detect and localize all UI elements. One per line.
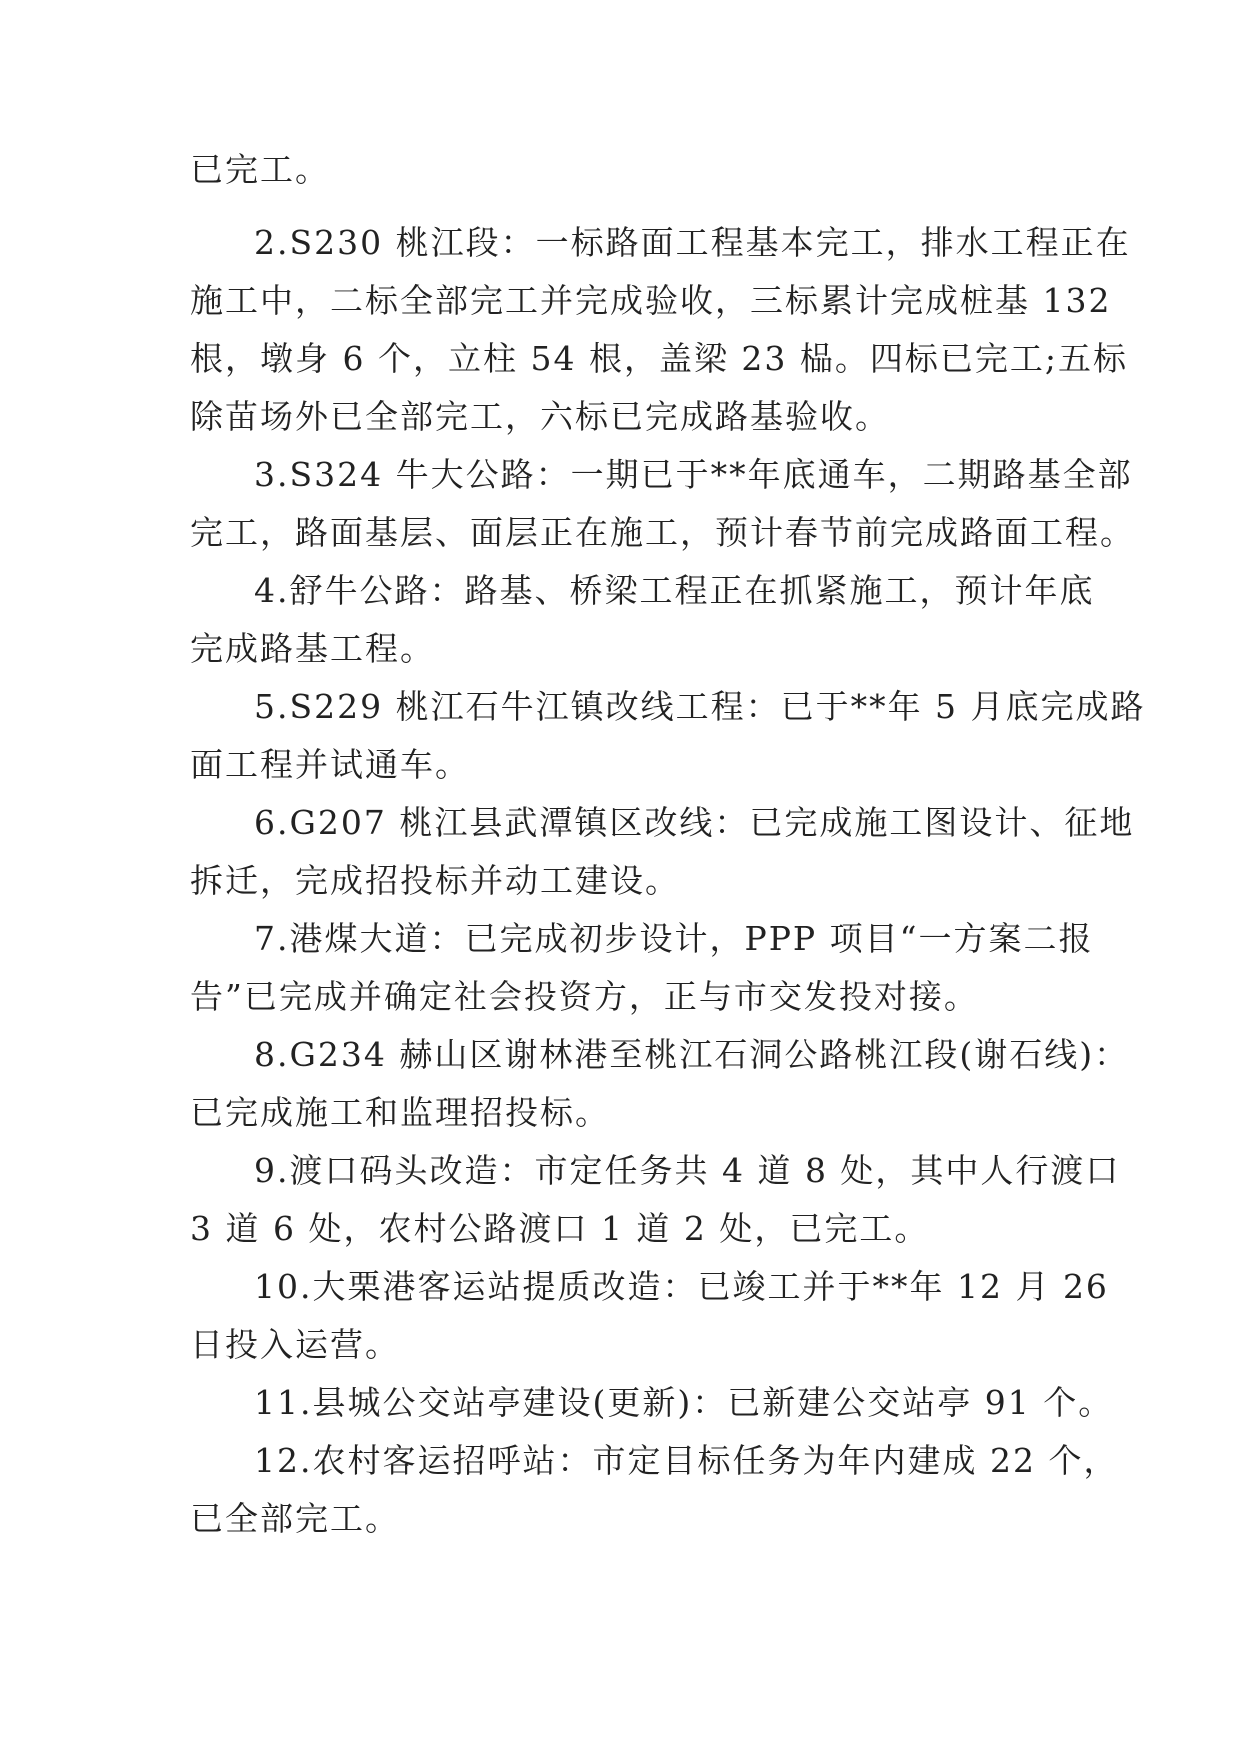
text-line: 拆迁，完成招投标并动工建设。 — [190, 861, 680, 900]
text-line: 3.S324 牛大公路：一期已于**年底通车，二期路基全部 — [254, 455, 1133, 494]
text-line: 面工程并试通车。 — [190, 745, 470, 784]
text-line: 9.渡口码头改造：市定任务共 4 道 8 处，其中人行渡口 — [254, 1151, 1121, 1190]
text-line: 根，墩身 6 个，立柱 54 根，盖梁 23 榀。四标已完工;五标 — [190, 339, 1129, 378]
text-line: 12.农村客运招呼站：市定目标任务为年内建成 22 个， — [254, 1441, 1119, 1480]
text-line: 已全部完工。 — [190, 1499, 400, 1538]
text-line: 6.G207 桃江县武潭镇区改线：已完成施工图设计、征地 — [254, 803, 1135, 842]
text-line: 11.县城公交站亭建设(更新)：已新建公交站亭 91 个。 — [254, 1383, 1114, 1422]
text-line: 完成路基工程。 — [190, 629, 435, 668]
text-line: 除苗场外已全部完工，六标已完成路基验收。 — [190, 397, 890, 436]
text-line: 日投入运营。 — [190, 1325, 400, 1364]
text-line: 5.S229 桃江石牛江镇改线工程：已于**年 5 月底完成路 — [254, 687, 1146, 726]
text-line: 3 道 6 处，农村公路渡口 1 道 2 处，已完工。 — [190, 1209, 930, 1248]
text-line: 10.大栗港客运站提质改造：已竣工并于**年 12 月 26 — [254, 1267, 1109, 1306]
text-line: 已完成施工和监理招投标。 — [190, 1093, 610, 1132]
text-line: 2.S230 桃江段：一标路面工程基本完工，排水工程正在 — [254, 223, 1131, 262]
text-line: 告”已完成并确定社会投资方，正与市交发投对接。 — [190, 977, 979, 1016]
text-line: 4.舒牛公路：路基、桥梁工程正在抓紧施工，预计年底 — [254, 571, 1095, 610]
text-line: 施工中，二标全部完工并完成验收，三标累计完成桩基 132 — [190, 281, 1112, 320]
text-line: 已完工。 — [190, 150, 330, 189]
text-line: 7.港煤大道：已完成初步设计，PPP 项目“一方案二报 — [254, 919, 1094, 958]
text-line: 完工，路面基层、面层正在施工，预计春节前完成路面工程。 — [190, 513, 1135, 552]
text-line: 8.G234 赫山区谢林港至桃江石洞公路桃江段(谢石线)： — [254, 1035, 1130, 1074]
